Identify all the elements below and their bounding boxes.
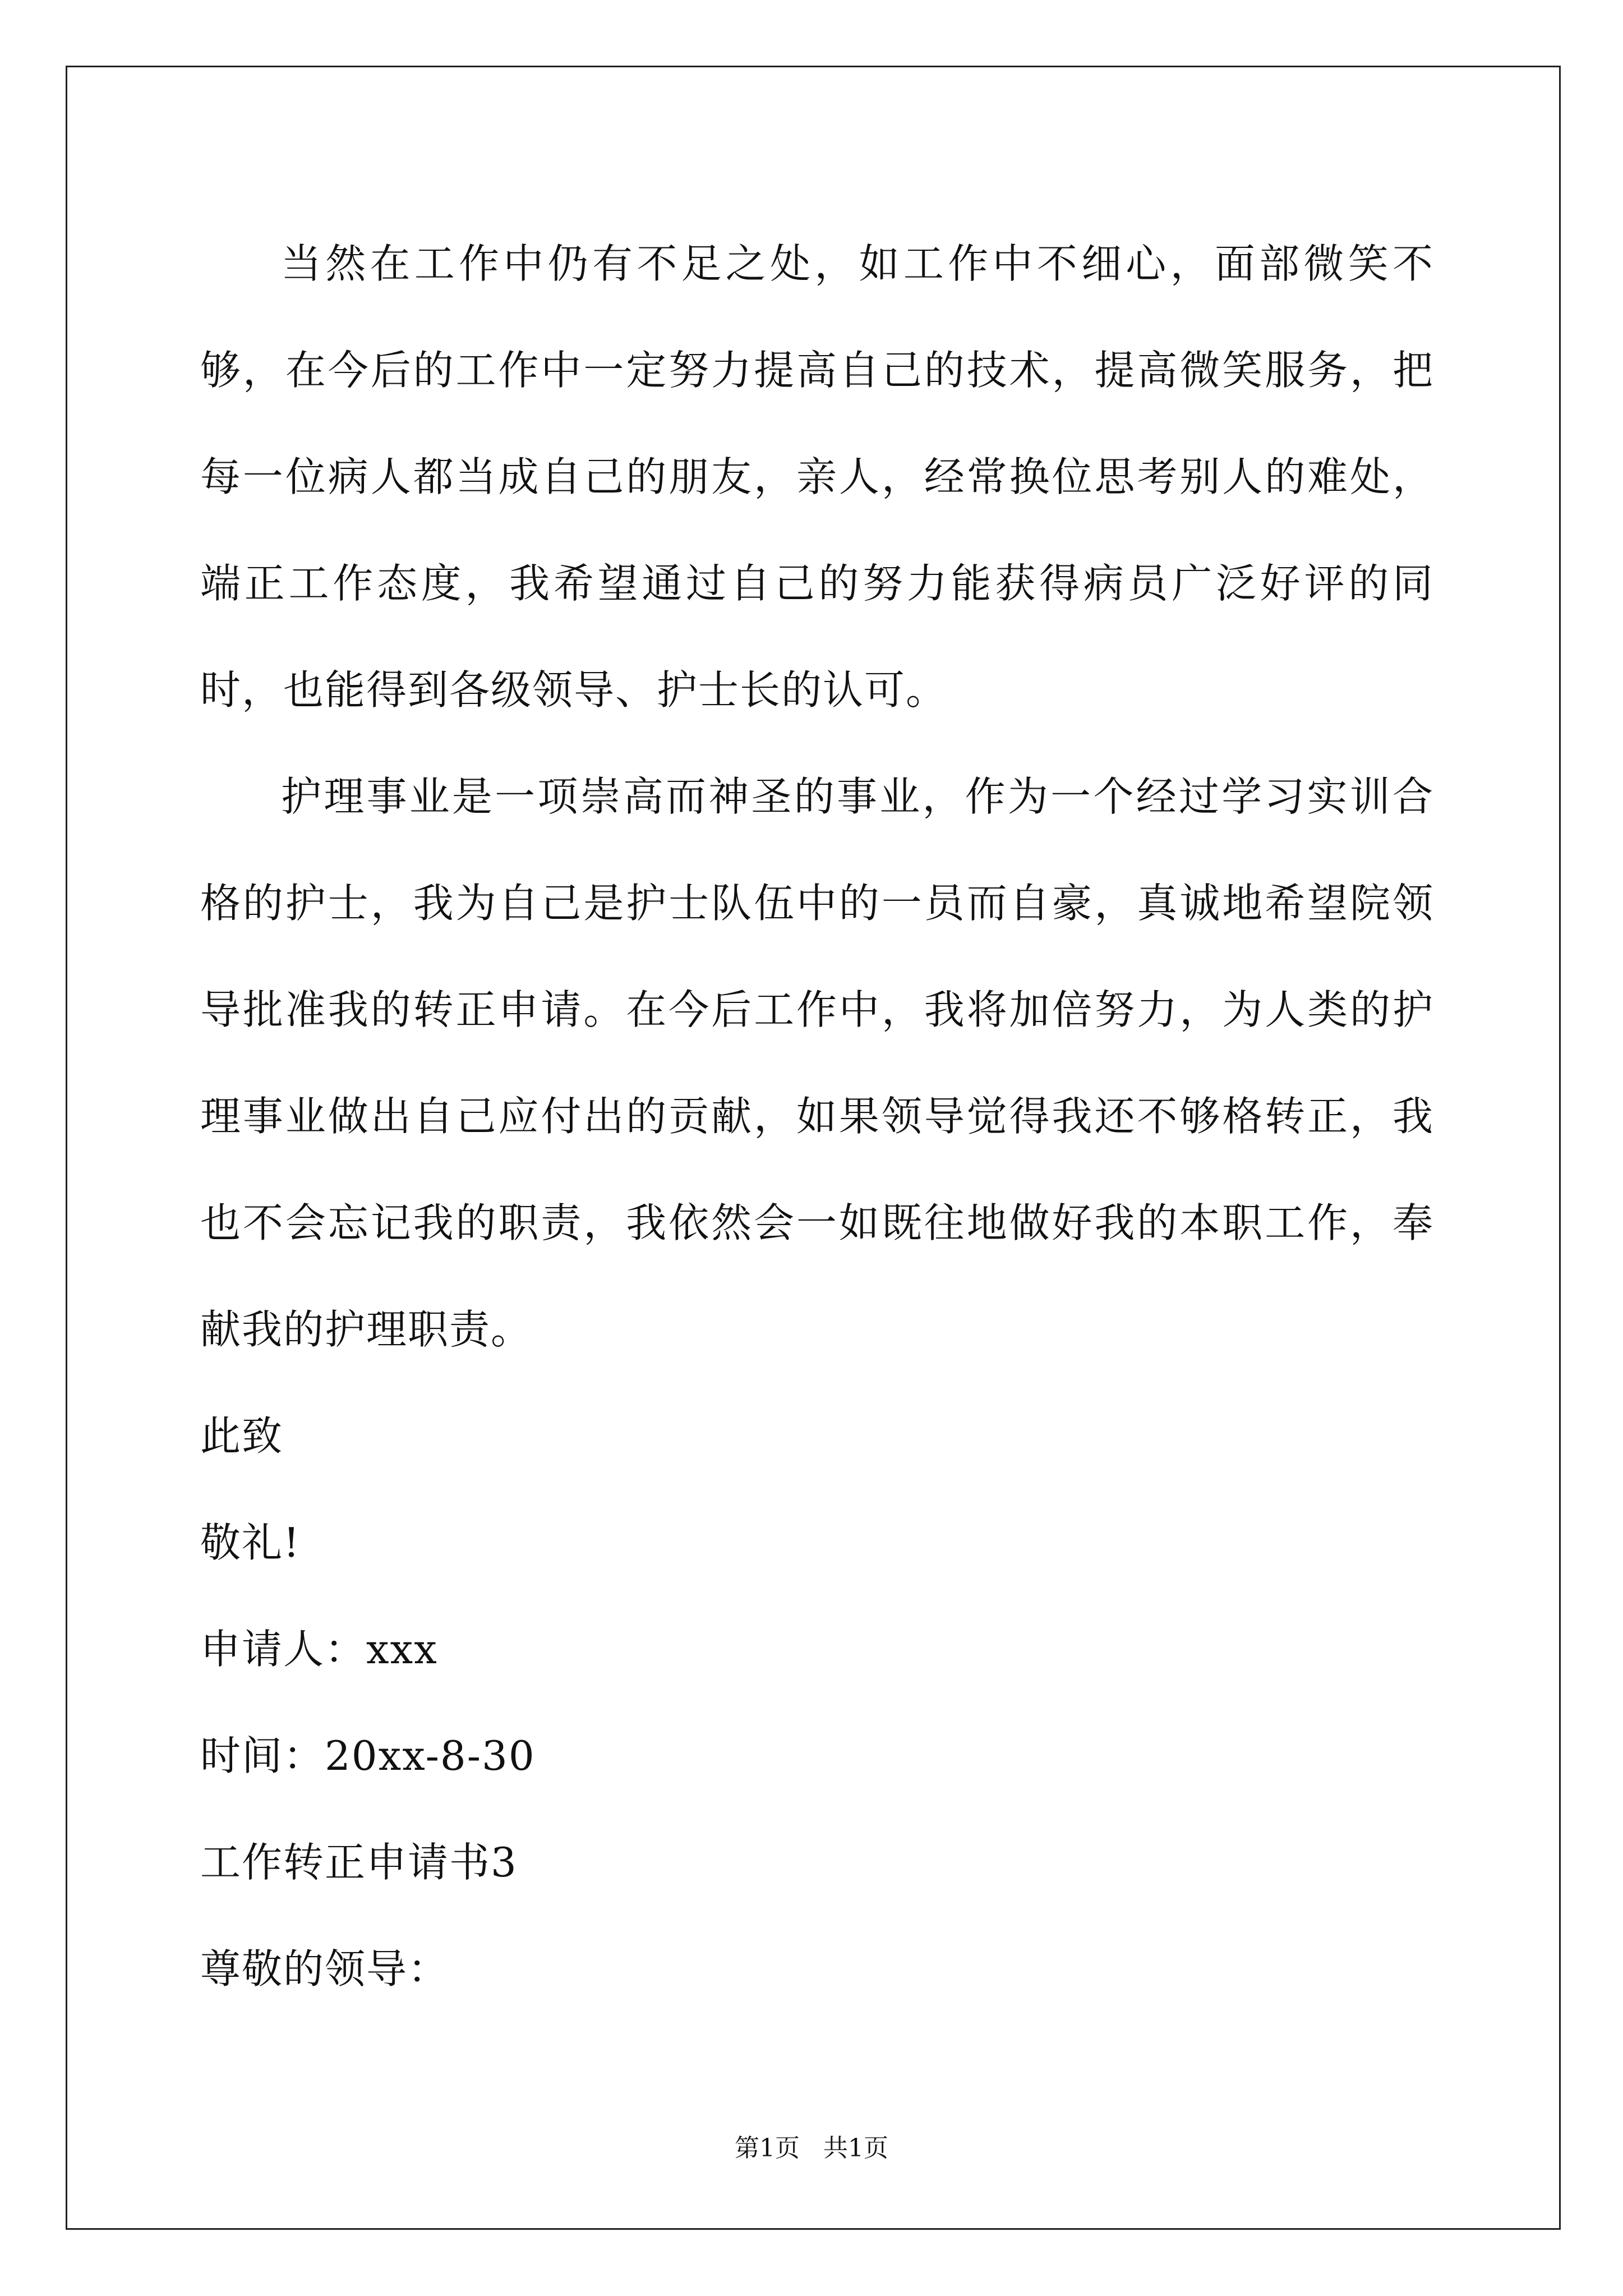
date-line: 时间：20xx-8-30	[200, 1732, 536, 1779]
page-footer: 第1页 共1页	[735, 2134, 888, 2162]
salute-line: 敬礼!	[200, 1519, 301, 1566]
document-body	[200, 210, 1434, 2022]
next-section-title: 工作转正申请书3	[200, 1839, 518, 1886]
applicant-line: 申请人：xxx	[200, 1626, 438, 1673]
paragraph-2: 护理事业是一项崇高而神圣的事业，作为一个经过学习实训合格的护士，我为自己是护士队伍中的一员而自豪，真诚地希望院领导批准我的转正申请。在今后工作中，我将加倍努力，为人类的护理事业做出自己应付出的贡献，如果领导觉得我还不够格转正，我也不会忘记我的职责，我依然会一如既往地做好我的本职工作，奉献我的护理职责。	[200, 773, 1434, 1353]
next-section-greeting: 尊敬的领导：	[200, 1945, 450, 1993]
paragraph-1: 当然在工作中仍有不足之处，如工作中不细心，面部微笑不够，在今后的工作中一定努力提高自己的技术，提高微笑服务，把每一位病人都当成自己的朋友，亲人，经常换位思考别人的难处，端正工作态度，我希望通过自己的努力能获得病员广泛好评的同时，也能得到各级领导、护士长的认可。	[200, 240, 1434, 714]
closing-line: 此致	[200, 1412, 284, 1460]
